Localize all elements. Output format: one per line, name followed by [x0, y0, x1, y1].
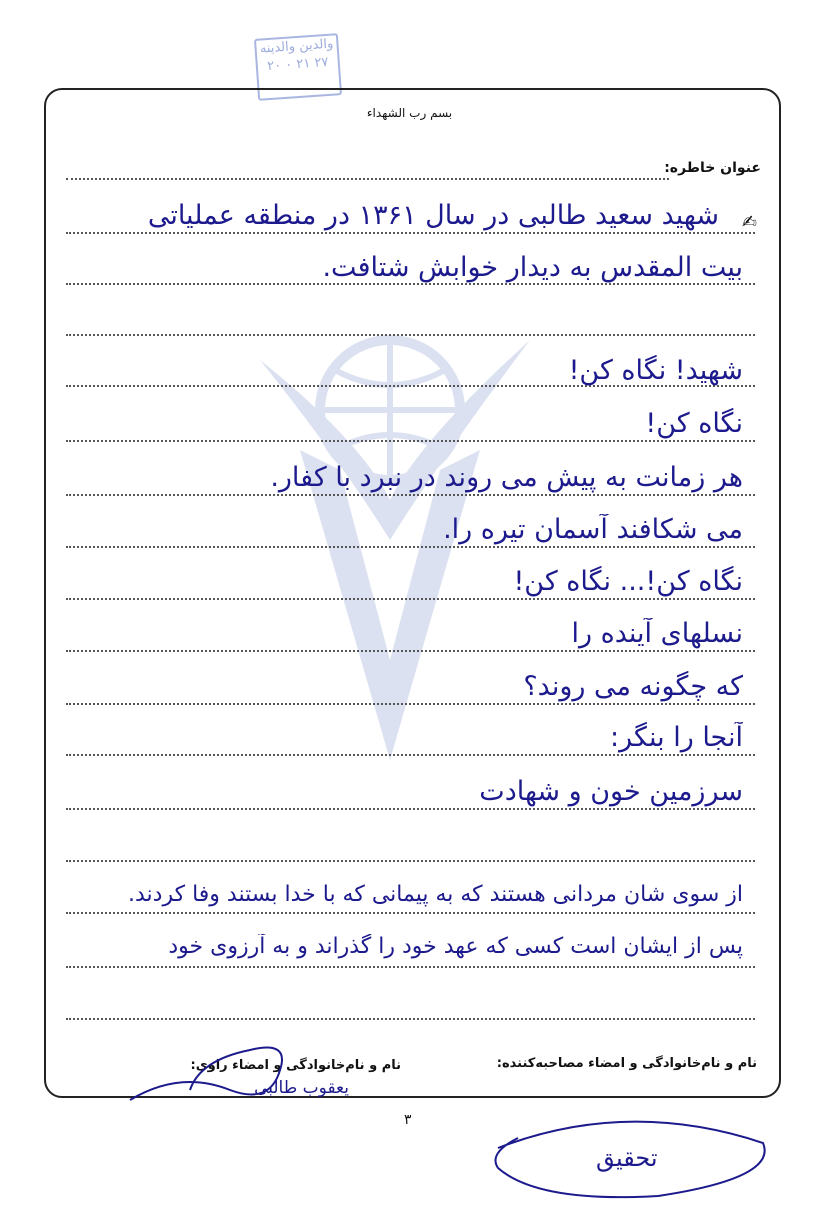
ruled-line: [66, 860, 755, 862]
narrator-signature-label: نام و نام‌خانوادگی و امضاء راوی:: [190, 1058, 401, 1073]
handwritten-line-15: پس از ایشان است کسی که عهد خود را گذراند و به آرزوی خود: [168, 934, 743, 959]
ruled-line: [66, 808, 755, 810]
handwritten-line-5: نگاه کن!: [645, 408, 743, 439]
ruled-line: [66, 650, 755, 652]
stamp-line-1: والدین والدینه: [259, 36, 334, 57]
handwritten-line-8: نگاه کن!... نگاه کن!: [513, 566, 743, 597]
ruled-line: [66, 334, 755, 336]
interviewer-signature: [478, 1108, 778, 1202]
ruled-line: [66, 703, 755, 705]
title-dotted-line: [66, 178, 669, 180]
narrator-signature: [120, 1030, 300, 1110]
ruled-line: [66, 966, 755, 968]
ruled-line: [66, 1018, 755, 1020]
stamp-line-2: ۲۰ ۰ ۲۱ ۲۷: [266, 54, 329, 75]
interviewer-signature-text: تحقیق: [596, 1144, 658, 1172]
handwritten-line-12: سرزمین خون و شهادت: [479, 776, 743, 807]
ruled-line: [66, 440, 755, 442]
page-number: ۳: [404, 1112, 412, 1128]
ruled-line: [66, 232, 755, 234]
handwritten-line-10: که چگونه می روند؟: [523, 671, 743, 702]
handwritten-line-14: از سوی شان مردانی هستند که به پیمانی که با خدا بستند وفا کردند.: [128, 882, 743, 907]
handwritten-line-11: آنجا را بنگر:: [610, 722, 743, 753]
ruled-line: [66, 546, 755, 548]
interviewer-signature-label: نام و نام‌خانوادگی و امضاء مصاحبه‌کننده:: [496, 1056, 757, 1071]
handwritten-line-2: بیت المقدس به دیدار خوابش شتافت.: [322, 252, 743, 283]
handwritten-line-4: شهید! نگاه کن!: [568, 355, 743, 386]
handwritten-line-7: می شکافند آسمان تیره را.: [443, 514, 743, 545]
page-heading: بسم رب الشهداء: [366, 106, 453, 120]
handwritten-line-9: نسلهای آینده را: [571, 618, 743, 649]
ruled-line: [66, 912, 755, 914]
ruled-line: [66, 494, 755, 496]
handwritten-line-6: هر زمانت به پیش می روند در نبرد با کفار.: [270, 462, 743, 493]
memory-title-label: عنوان خاطره:: [664, 160, 761, 176]
pen-icon: ✍: [741, 212, 757, 233]
ruled-line: [66, 754, 755, 756]
narrator-name: یعقوب طالبی: [254, 1078, 349, 1098]
ruled-line: [66, 598, 755, 600]
handwritten-line-1: شهید سعید طالبی در سال ۱۳۶۱ در منطقه عملیاتی: [147, 200, 719, 231]
ruled-line: [66, 283, 755, 285]
